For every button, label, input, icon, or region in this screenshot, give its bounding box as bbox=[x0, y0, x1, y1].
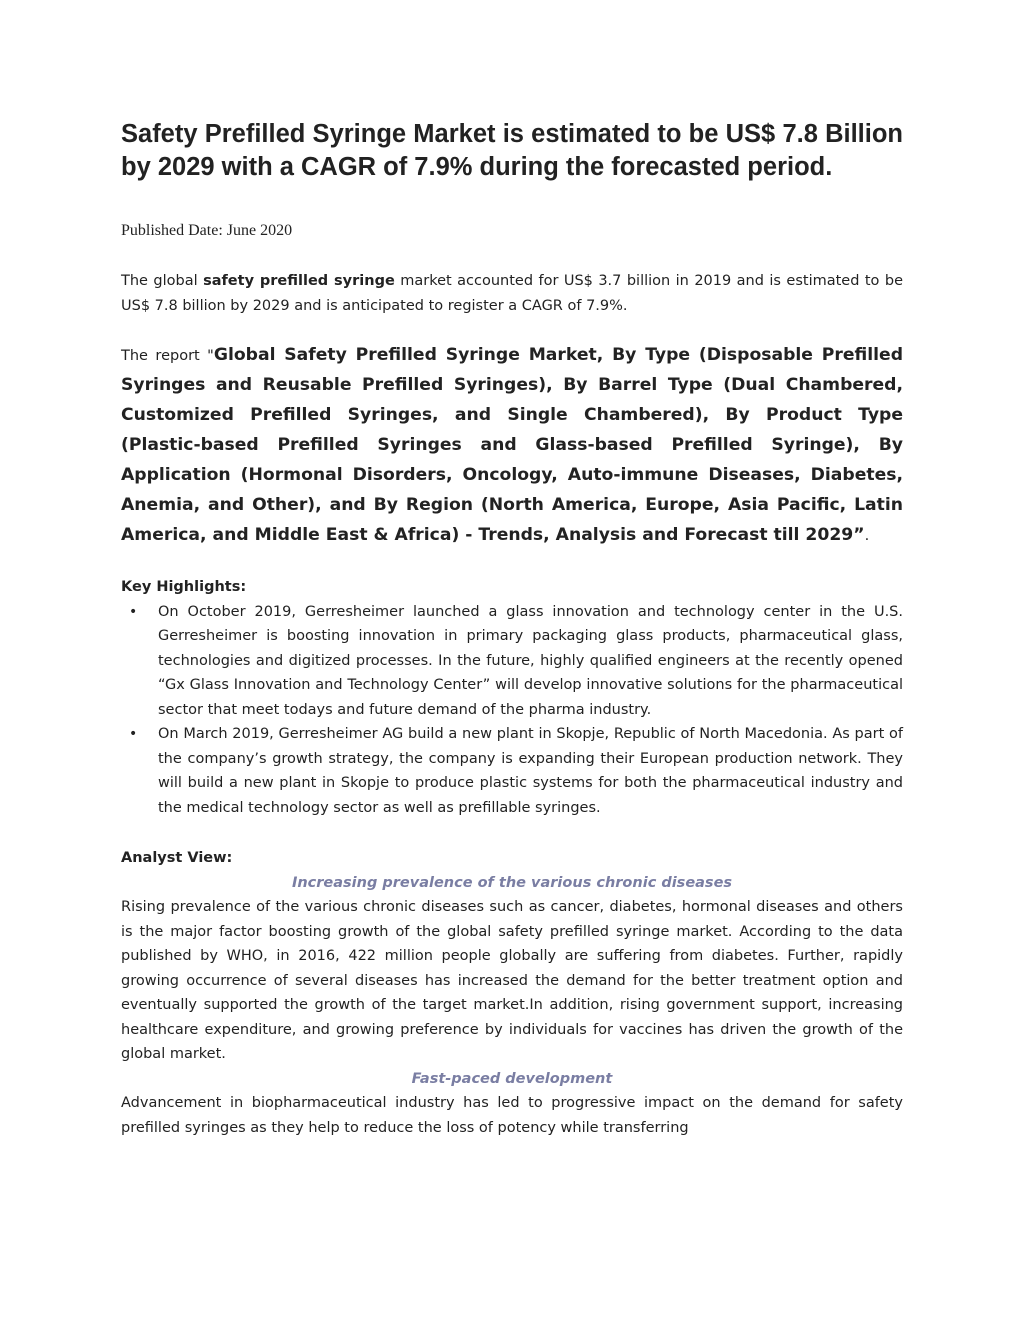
list-item bbox=[121, 600, 903, 723]
published-date: Published Date: June 2020 bbox=[121, 222, 293, 239]
document-title: Safety Prefilled Syringe Market is estimated to be US$ 7.8 Billion by 2029 with a CAGR of 7.9% during the forecasted period. bbox=[121, 120, 903, 181]
analyst-view-heading: Analyst View: bbox=[121, 850, 233, 866]
highlight-text: On October 2019, Gerresheimer launched a glass innovation and technology center in the U.S. Gerresheimer is boosting innovation in primary packaging glass products, pharmaceutical glass, technologies and digitized processes. In the future, highly qualified engineers at the recently opened “Gx Glass Innovation and Technology Center” will develop innovative solutions for the pharmaceutical sector that meet todays and future demand of the pharma industry. bbox=[158, 603, 903, 718]
bullet-icon: • bbox=[129, 726, 138, 742]
intro-keyword: safety prefilled syringe bbox=[203, 273, 395, 289]
document-content bbox=[121, 118, 903, 1140]
report-lead: The report " bbox=[121, 348, 214, 364]
section-paragraph: Rising prevalence of the various chronic diseases such as cancer, diabetes, hormonal diseases and others is the major factor boosting growth of the global safety prefilled syringe market. According to the data published by WHO, in 2016, 422 million people globally are suffering from diabetes. Further, rapidly growing occurrence of several diseases has increased the demand for the better treatment option and eventually supported the growth of the target market.In addition, rising government support, increasing healthcare expenditure, and growing preference by individuals for vaccines has driven the growth of the global market. bbox=[121, 899, 903, 1062]
report-paragraph bbox=[121, 341, 903, 551]
intro-text-before: The global bbox=[121, 273, 204, 289]
section-paragraph: Advancement in biopharmaceutical industry has led to progressive impact on the demand for safety prefilled syringes as they help to reduce the loss of potency while transferring bbox=[121, 1095, 903, 1136]
key-highlights-list bbox=[121, 600, 903, 821]
section-subheading: Fast-paced development bbox=[411, 1070, 613, 1087]
key-highlights-heading: Key Highlights: bbox=[121, 579, 247, 595]
intro-paragraph bbox=[121, 269, 903, 318]
bullet-icon: • bbox=[129, 603, 138, 620]
report-end: . bbox=[864, 528, 870, 544]
report-title: Global Safety Prefilled Syringe Market, By Type (Disposable Prefilled Syringes and Reusable Prefilled Syringes), By Barrel Type (Dual Chambered, Customized Prefilled Syringes, and Single Chambered), By Product Type (Plastic-based Prefilled Syringes and Glass-based Prefilled Syringe), By Application (Hormonal Disorders, Oncology, Auto-immune Diseases, Diabetes, Anemia, and Other), and By Region (North America, Europe, Asia Pacific, Latin America, and Middle East & Africa) - Trends, Analysis and Forecast till 2029” bbox=[121, 345, 903, 545]
intro-text-after: market accounted for US$ 3.7 billion in 2019 and is estimated to be US$ 7.8 billion by 2029 and is anticipated to register a CAGR of 7.9%. bbox=[121, 273, 903, 314]
highlight-text: On March 2019, Gerresheimer AG build a new plant in Skopje, Republic of North Macedonia. As part of the company’s growth strategy, the company is expanding their European production network. They will build a new plant in Skopje to produce plastic systems for both the pharmaceutical industry and the medical technology sector as well as prefillable syringes. bbox=[158, 726, 903, 816]
list-item bbox=[121, 722, 903, 820]
section-subheading: Increasing prevalence of the various chronic diseases bbox=[291, 874, 733, 891]
